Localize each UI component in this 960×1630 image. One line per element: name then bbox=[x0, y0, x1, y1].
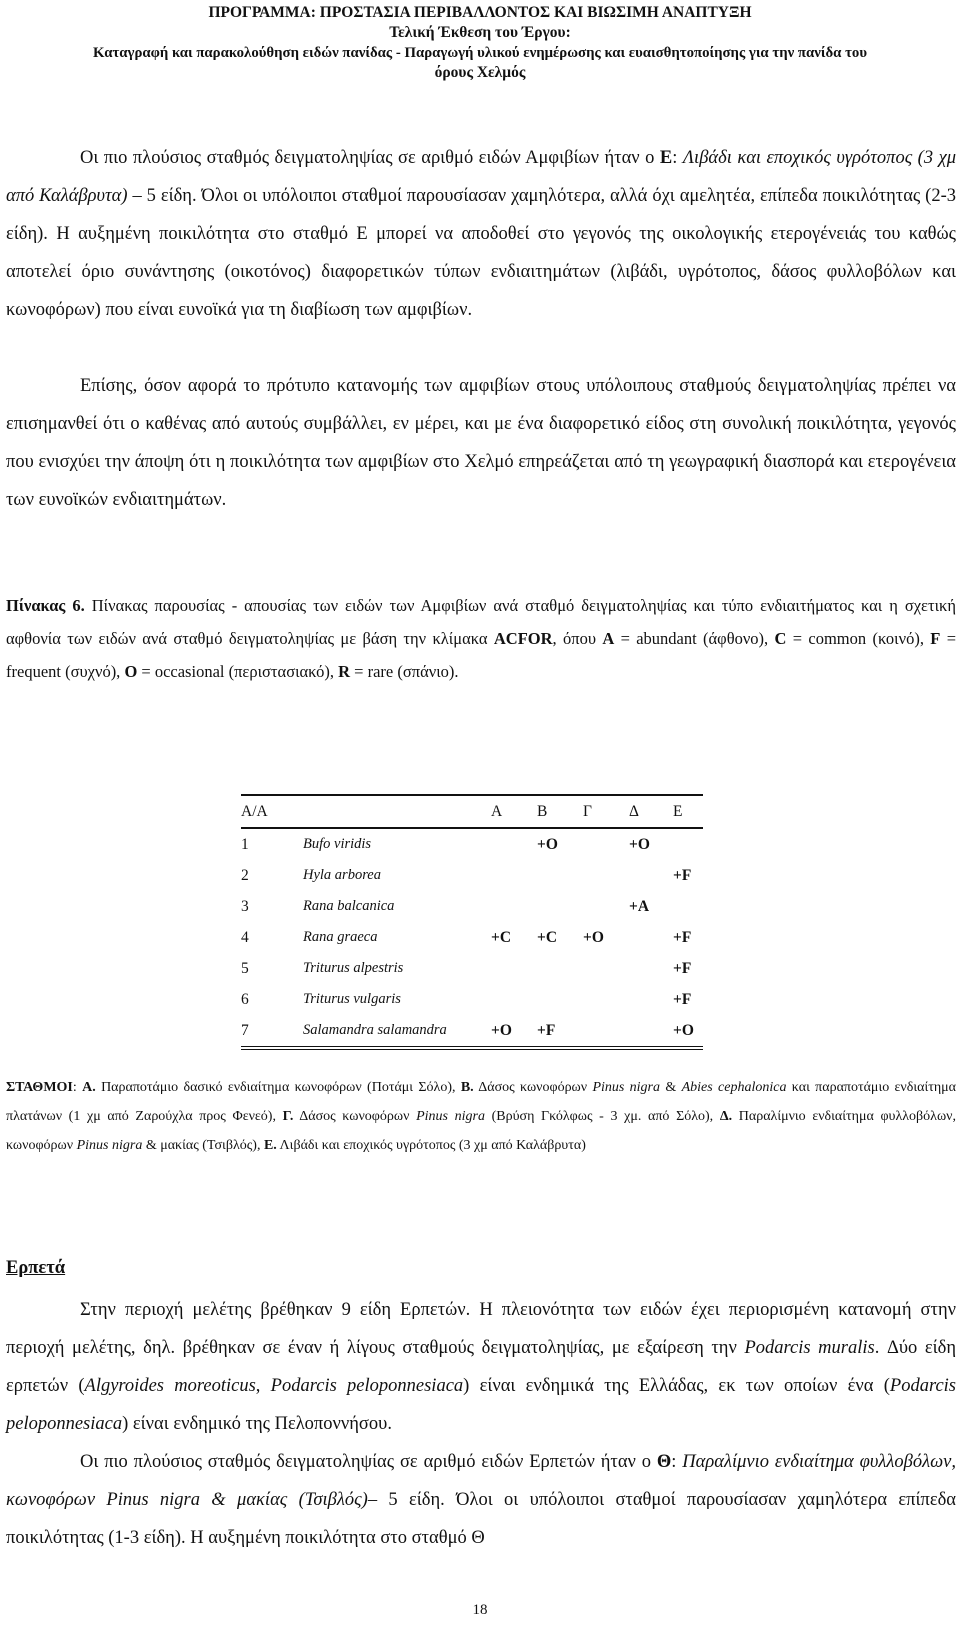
species-name: Rana balcanica bbox=[303, 898, 395, 914]
header-cell bbox=[303, 795, 491, 828]
row-number: 7 bbox=[241, 1021, 249, 1039]
table-row bbox=[241, 984, 703, 1015]
paragraph-distribution-pattern: Επίσης, όσον αφορά το πρότυπο κατανομής των αμφιβίων στους υπόλοιπους σταθμούς δειγματοληψίας πρέπει να επισημανθεί ότι ο καθένας από αυτούς συμβάλλει, εν μέρει, και με ένα διαφορετικό είδος στη συνολική ποικιλότητα, γεγονός που ενισχύει την άποψη ότι η ποικιλότητα των αμφιβίων στο Χελμό επηρεάζεται από τη γεωγραφική διασπορά και ετερογένεια των ευνοϊκών ενδιαιτημάτων. bbox=[6, 376, 956, 510]
cell-station-b: +O bbox=[537, 835, 558, 853]
cell-station-a: +O bbox=[491, 1021, 512, 1039]
cell-station-e bbox=[673, 891, 703, 922]
cell-station-g bbox=[583, 860, 629, 891]
cell-station-g bbox=[583, 984, 629, 1015]
cell-station-e: +F bbox=[673, 959, 692, 977]
row-number: 1 bbox=[241, 835, 249, 853]
cell-station-g bbox=[583, 1015, 629, 1048]
table-row bbox=[241, 922, 703, 953]
paragraph-amphibian-richness: Οι πιο πλούσιος σταθμός δειγματοληψίας σε αριθμό ειδών Αμφιβίων ήταν ο Ε: Λιβάδι και εποχικός υγρότοπος (3 χμ από Καλάβρυτα) – 5 είδη. Όλοι οι υπόλοιποι σταθμοί παρουσίασαν χαμηλότερα, αλλά όχι αμελητέα, επίπεδα ποικιλότητας (2-3 είδη). Η αυξημένη ποικιλότητα στο σταθμό Ε μπορεί να αποδοθεί στο γεγονός της οικολογικής ετερογένειάς του καθώς αποτελεί όριο συνάντησης (οικοτόνος) διαφορετικών τύπων ενδιαιτημάτων (λιβάδι, υγρότοπος, δάσος φυλλοβόλων και κωνοφόρων) που είναι ευνοϊκά για τη διαβίωση των αμφιβίων. bbox=[6, 148, 957, 320]
cell-station-a bbox=[491, 984, 537, 1015]
row-number: 2 bbox=[241, 866, 249, 884]
header-line-2: Τελική Έκθεση του Έργου: bbox=[389, 24, 571, 41]
cell-station-d: +A bbox=[629, 897, 650, 915]
cell-station-d bbox=[629, 1015, 673, 1048]
cell-station-b bbox=[537, 860, 583, 891]
cell-station-b bbox=[537, 891, 583, 922]
cell-station-a bbox=[491, 953, 537, 984]
page-number: 18 bbox=[472, 1602, 488, 1618]
cell-station-d bbox=[629, 860, 673, 891]
header-line-4: όρους Χελμός bbox=[434, 64, 526, 81]
cell-station-e bbox=[673, 828, 703, 860]
table-caption: Πίνακας 6. Πίνακας παρουσίας - απουσίας των ειδών των Αμφιβίων ανά σταθμό δειγματοληψίας και τύπο ενδιαιτήματος και η σχετική αφθονία των ειδών ανά σταθμό δειγματοληψίας με βάση την κλίμακα ACFOR, όπου A = abundant (άφθονο), C = common (κοινό), F = frequent (συχνό), O = occasional (περιστασιακό), R = rare (σπάνιο). bbox=[6, 596, 957, 681]
species-name: Hyla arborea bbox=[303, 867, 381, 883]
row-number: 5 bbox=[241, 959, 249, 977]
table-row bbox=[241, 860, 703, 891]
species-name: Bufo viridis bbox=[303, 836, 372, 852]
cell-station-d bbox=[629, 953, 673, 984]
cell-station-a bbox=[491, 828, 537, 860]
header-line-3: Καταγραφή και παρακολούθηση ειδών πανίδας - Παραγωγή υλικού ενημέρωσης και ευαισθητοποίησης για την πανίδα του bbox=[92, 45, 868, 61]
cell-station-g bbox=[583, 891, 629, 922]
cell-station-d: +O bbox=[629, 835, 650, 853]
species-name: Salamandra salamandra bbox=[303, 1022, 447, 1038]
paragraph-reptiles-overview: Στην περιοχή μελέτης βρέθηκαν 9 είδη Ερπετών. Η πλειονότητα των ειδών έχει περιορισμένη κατανομή στην περιοχή μελέτης, δηλ. βρέθηκαν σε έναν ή λίγους σταθμούς δειγματοληψίας, με εξαίρεση την Podarcis muralis. Δύο είδη ερπετών (Algyroides moreoticus, Podarcis peloponnesiaca) είναι ενδημικά της Ελλάδας, εκ των οποίων ένα (Podarcis peloponnesiaca) είναι ενδημικό της Πελοποννήσου. bbox=[6, 1300, 957, 1434]
header-cell: Ε bbox=[673, 802, 683, 820]
stations-legend: ΣΤΑΘΜΟΙ: Α. Παραποτάμιο δασικό ενδιαίτημα κωνοφόρων (Ποτάμι Σόλο), Β. Δάσος κωνοφόρων Pinus nigra & Abies cephalonica και παραποτάμιο ενδιαίτημα πλατάνων (1 χμ από Ζαρούχλα προς Φενεό), Γ. Δάσος κωνοφόρων Pinus nigra (Βρύση Γκόλφως - 3 χμ. από Σόλο), Δ. Παραλίμνιο ενδιαίτημα φυλλοβόλων, κωνοφόρων Pinus nigra & μακίας (Τσιβλός), Ε. Λιβάδι και εποχικός υγρότοπος (3 χμ από Καλάβρυτα) bbox=[6, 1080, 957, 1153]
cell-station-g bbox=[583, 953, 629, 984]
table-row bbox=[241, 891, 703, 922]
cell-station-b bbox=[537, 953, 583, 984]
cell-station-g bbox=[583, 828, 629, 860]
header-cell: Α/Α bbox=[241, 802, 268, 820]
header-cell: Β bbox=[537, 802, 548, 820]
cell-station-a: +C bbox=[491, 928, 512, 946]
row-number: 4 bbox=[241, 928, 249, 946]
amphibian-table bbox=[241, 794, 703, 1050]
paragraph-reptile-richness: Οι πιο πλούσιος σταθμός δειγματοληψίας σε αριθμό ειδών Ερπετών ήταν ο Θ: Παραλίμνιο ενδιαίτημα φυλλοβόλων, κωνοφόρων Pinus nigra & μακίας (Τσιβλός)– 5 είδη. Όλοι οι υπόλοιποι σταθμοί παρουσίασαν χαμηλότερα επίπεδα ποικιλότητας (1-3 είδη). Η αυξημένη ποικιλότητα στο σταθμό Θ bbox=[6, 1452, 957, 1548]
cell-station-e: +F bbox=[673, 866, 692, 884]
species-name: Rana graeca bbox=[303, 929, 378, 945]
header-line-1: ΠΡΟΓΡΑΜΜΑ: ΠΡΟΣΤΑΣΙΑ ΠΕΡΙΒΑΛΛΟΝΤΟΣ ΚΑΙ ΒΙΩΣΙΜΗ ΑΝΑΠΤΥΞΗ bbox=[208, 4, 752, 21]
cell-station-a bbox=[491, 860, 537, 891]
section-title-reptiles: Ερπετά bbox=[6, 1258, 66, 1278]
table-row bbox=[241, 953, 703, 984]
table-row bbox=[241, 828, 703, 860]
cell-station-b: +C bbox=[537, 928, 558, 946]
header-cell: Α bbox=[491, 802, 503, 820]
cell-station-d bbox=[629, 922, 673, 953]
cell-station-a bbox=[491, 891, 537, 922]
cell-station-b: +F bbox=[537, 1021, 556, 1039]
table-header-row bbox=[241, 795, 703, 828]
row-number: 6 bbox=[241, 990, 249, 1008]
cell-station-g: +O bbox=[583, 928, 604, 946]
row-number: 3 bbox=[241, 897, 249, 915]
species-name: Triturus alpestris bbox=[303, 960, 404, 976]
header-cell: Γ bbox=[583, 802, 592, 820]
cell-station-e: +F bbox=[673, 928, 692, 946]
species-name: Triturus vulgaris bbox=[303, 991, 401, 1007]
header-cell: Δ bbox=[629, 802, 639, 820]
table-row bbox=[241, 1015, 703, 1048]
cell-station-d bbox=[629, 984, 673, 1015]
cell-station-b bbox=[537, 984, 583, 1015]
cell-station-e: +O bbox=[673, 1021, 694, 1039]
cell-station-e: +F bbox=[673, 990, 692, 1008]
